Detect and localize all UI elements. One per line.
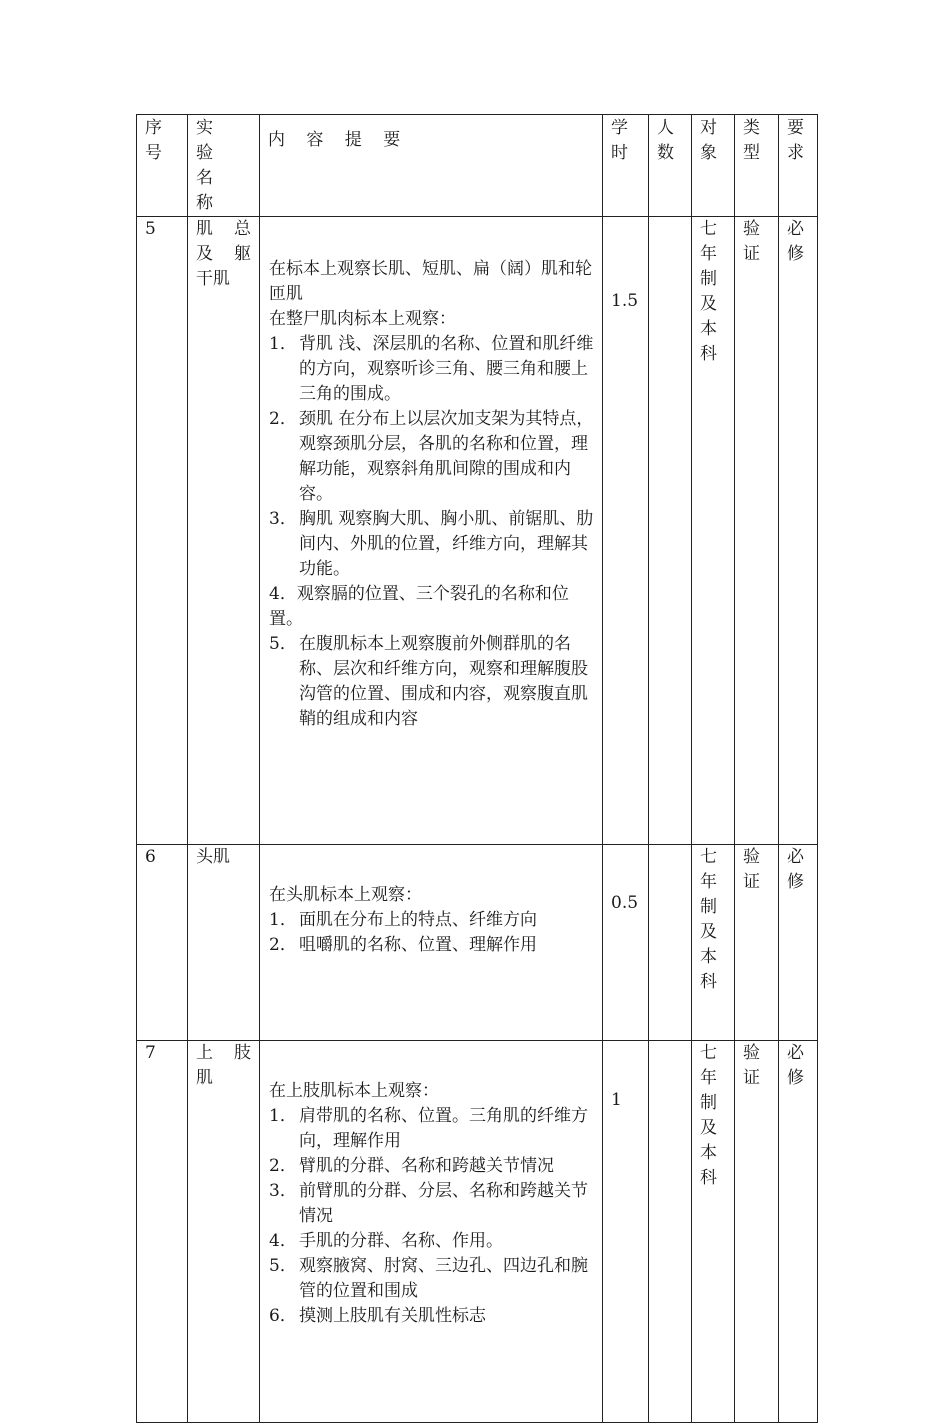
header-type: 类型 [735,115,779,217]
row-name: 上 肢 肌 [188,1041,260,1423]
row-req: 必修 [779,845,818,1041]
row-type: 验证 [735,217,779,845]
experiment-table [136,114,818,1423]
intro-text: 在整尸肌肉标本上观察： [269,309,456,329]
row-hours: 1.5 [603,217,649,845]
list-item: 2． 颈肌 在分布上以层次加支架为其特点，观察颈肌分层，各肌的名称和位置，理解功能，观察斜角肌间隙的围成和内容。 [269,409,594,504]
row-seq: 5 [137,217,188,845]
row-type: 验证 [735,845,779,1041]
list-item: 5． 在腹肌标本上观察腹前外侧群肌的名称、层次和纤维方向，观察和理解腹股沟管的位置、围成和内容，观察腹直肌鞘的组成和内容 [269,634,588,729]
table-row [137,845,818,1041]
row-req: 必修 [779,217,818,845]
row-target: 七年制及本科 [692,1041,735,1423]
list-item: 3． 前臂肌的分群、分层、名称和跨越关节情况 [269,1181,588,1226]
header-content: 内 容 提 要 [260,115,603,217]
row-type: 验证 [735,1041,779,1423]
list-item: 6． 摸测上肢肌有关肌性标志 [269,1306,486,1326]
header-target: 对象 [692,115,735,217]
intro-text: 在上肢肌标本上观察： [269,1081,439,1101]
intro-text: 在标本上观察长肌、短肌、扁（阔）肌和轮匝肌 [269,259,592,304]
row-people [649,217,692,845]
row-name: 头肌 [188,845,260,1041]
row-req: 必修 [779,1041,818,1423]
row-people [649,845,692,1041]
row-people [649,1041,692,1423]
row-content [260,217,603,845]
list-item: 2． 咀嚼肌的名称、位置、理解作用 [269,935,537,955]
row-target: 七年制及本科 [692,217,735,845]
list-item: 2． 臂肌的分群、名称和跨越关节情况 [269,1156,554,1176]
row-name: 肌 总 及 躯 干肌 [188,217,260,845]
list-item: 4． 手肌的分群、名称、作用。 [269,1231,503,1251]
header-name: 实验名称 [188,115,260,217]
list-item: 1． 肩带肌的名称、位置。三角肌的纤维方向，理解作用 [269,1106,588,1151]
row-hours: 0.5 [603,845,649,1041]
table-row [137,1041,818,1423]
row-seq: 7 [137,1041,188,1423]
list-item: 1． 背肌 浅、深层肌的名称、位置和肌纤维的方向，观察听诊三角、腰三角和腰上三角的围成。 [269,334,594,404]
row-hours: 1 [603,1041,649,1423]
intro-text: 在头肌标本上观察： [269,885,422,905]
list-item: 4．观察膈的位置、三个裂孔的名称和位置。 [269,584,569,629]
list-item: 5． 观察腋窝、肘窝、三边孔、四边孔和腕管的位置和围成 [269,1256,588,1301]
list-item: 1． 面肌在分布上的特点、纤维方向 [269,910,537,930]
row-seq: 6 [137,845,188,1041]
header-row [137,115,818,217]
header-people: 人数 [649,115,692,217]
list-item: 3． 胸肌 观察胸大肌、胸小肌、前锯肌、肋间内、外肌的位置，纤维方向，理解其功能。 [269,509,594,579]
header-seq: 序号 [137,115,188,217]
header-hours: 学时 [603,115,649,217]
header-req: 要求 [779,115,818,217]
table-row [137,217,818,845]
row-target: 七年制及本科 [692,845,735,1041]
row-content [260,845,603,1041]
row-content [260,1041,603,1423]
